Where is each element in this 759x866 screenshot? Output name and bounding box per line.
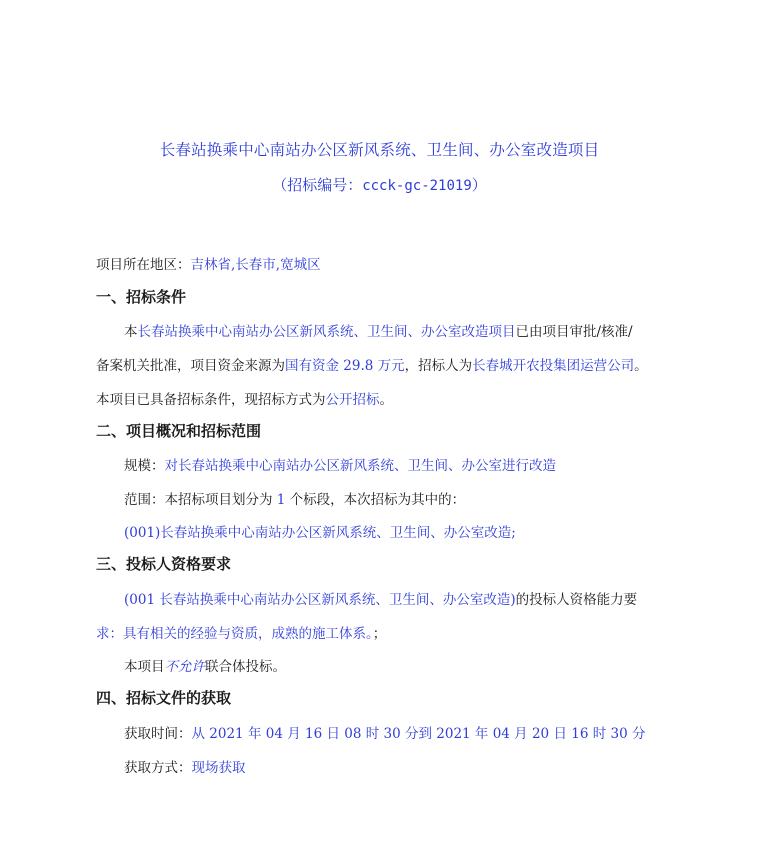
section-heading-1: 一、招标条件 bbox=[96, 288, 187, 306]
text-segment: 范围：本招标项目划分为 bbox=[124, 492, 273, 508]
text-segment: 本 bbox=[124, 324, 138, 340]
conditions-line-3 bbox=[96, 388, 393, 408]
text-segment: 已由项目审批/核准/ bbox=[515, 324, 633, 340]
text-segment: 个标段，本次招标为其中的： bbox=[289, 492, 466, 508]
acquire-method-value: 现场获取 bbox=[191, 760, 246, 776]
conditions-line-1 bbox=[124, 320, 633, 340]
range-line bbox=[124, 488, 465, 508]
text-segment: 备案机关批准，项目资金来源为 bbox=[96, 358, 285, 374]
text-segment: 。 bbox=[379, 392, 393, 408]
text-segment: 本项目已具备招标条件，现招标方式为 bbox=[96, 392, 326, 408]
region-label: 项目所在地区： bbox=[96, 257, 191, 273]
scale-value: 对长春站换乘中心南站办公区新风系统、卫生间、办公室进行改造 bbox=[164, 458, 556, 474]
bid-number bbox=[0, 174, 759, 195]
acquire-method-line bbox=[124, 756, 246, 776]
requirement-line-2 bbox=[96, 622, 386, 642]
fund-source: 国有资金 29.8 万元 bbox=[285, 358, 405, 374]
tenderer: 长春城开农投集团运营公司 bbox=[472, 358, 635, 374]
text-segment: 的投标人资格能力要 bbox=[515, 592, 638, 608]
scale-line bbox=[124, 454, 556, 474]
requirement-line-1 bbox=[124, 588, 637, 608]
requirement-lot: (001 长春站换乘中心南站办公区新风系统、卫生间、办公室改造) bbox=[124, 592, 516, 608]
acquire-time-value: 从 2021 年 04 月 16 日 08 时 30 分到 2021 年 04 月 20 日 16 时 30 分 bbox=[191, 726, 646, 742]
page-title: 长春站换乘中心南站办公区新风系统、卫生间、办公室改造项目 bbox=[159, 141, 600, 159]
text-segment: 联合体投标。 bbox=[205, 659, 286, 675]
region-value: 吉林省,长春市,宽城区 bbox=[190, 257, 321, 273]
bid-number-label: （招标编号： bbox=[272, 176, 363, 194]
acquire-time-label: 获取时间： bbox=[124, 726, 192, 742]
section-heading-2: 二、项目概况和招标范围 bbox=[96, 422, 262, 440]
lot-item: (001)长春站换乘中心南站办公区新风系统、卫生间、办公室改造; bbox=[124, 525, 516, 541]
project-name: 长春站换乘中心南站办公区新风系统、卫生间、办公室改造项目 bbox=[137, 324, 516, 340]
conditions-line-2 bbox=[96, 354, 648, 374]
requirement-detail: 具有相关的经验与资质，成熟的施工体系。 bbox=[123, 626, 373, 642]
acquire-method-label: 获取方式： bbox=[124, 760, 192, 776]
section-heading-3: 三、投标人资格要求 bbox=[96, 555, 232, 573]
text-segment: ，招标人为 bbox=[404, 358, 473, 374]
lot-count: 1 bbox=[276, 492, 286, 508]
section-heading-4: 四、招标文件的获取 bbox=[96, 689, 232, 707]
bid-number-value: ccck-gc-21019 bbox=[362, 178, 472, 194]
text-segment: ； bbox=[372, 626, 387, 642]
tender-method: 公开招标 bbox=[325, 392, 380, 408]
consortium-line bbox=[124, 655, 286, 675]
region-line bbox=[96, 253, 321, 273]
text-segment: 。 bbox=[634, 358, 648, 374]
consortium-value: 不允许 bbox=[164, 659, 205, 675]
bid-number-close: ） bbox=[471, 176, 487, 194]
acquire-time-line bbox=[124, 722, 645, 742]
text-segment: 求： bbox=[96, 626, 123, 642]
text-segment: 本项目 bbox=[124, 659, 165, 675]
scale-label: 规模： bbox=[124, 458, 165, 474]
